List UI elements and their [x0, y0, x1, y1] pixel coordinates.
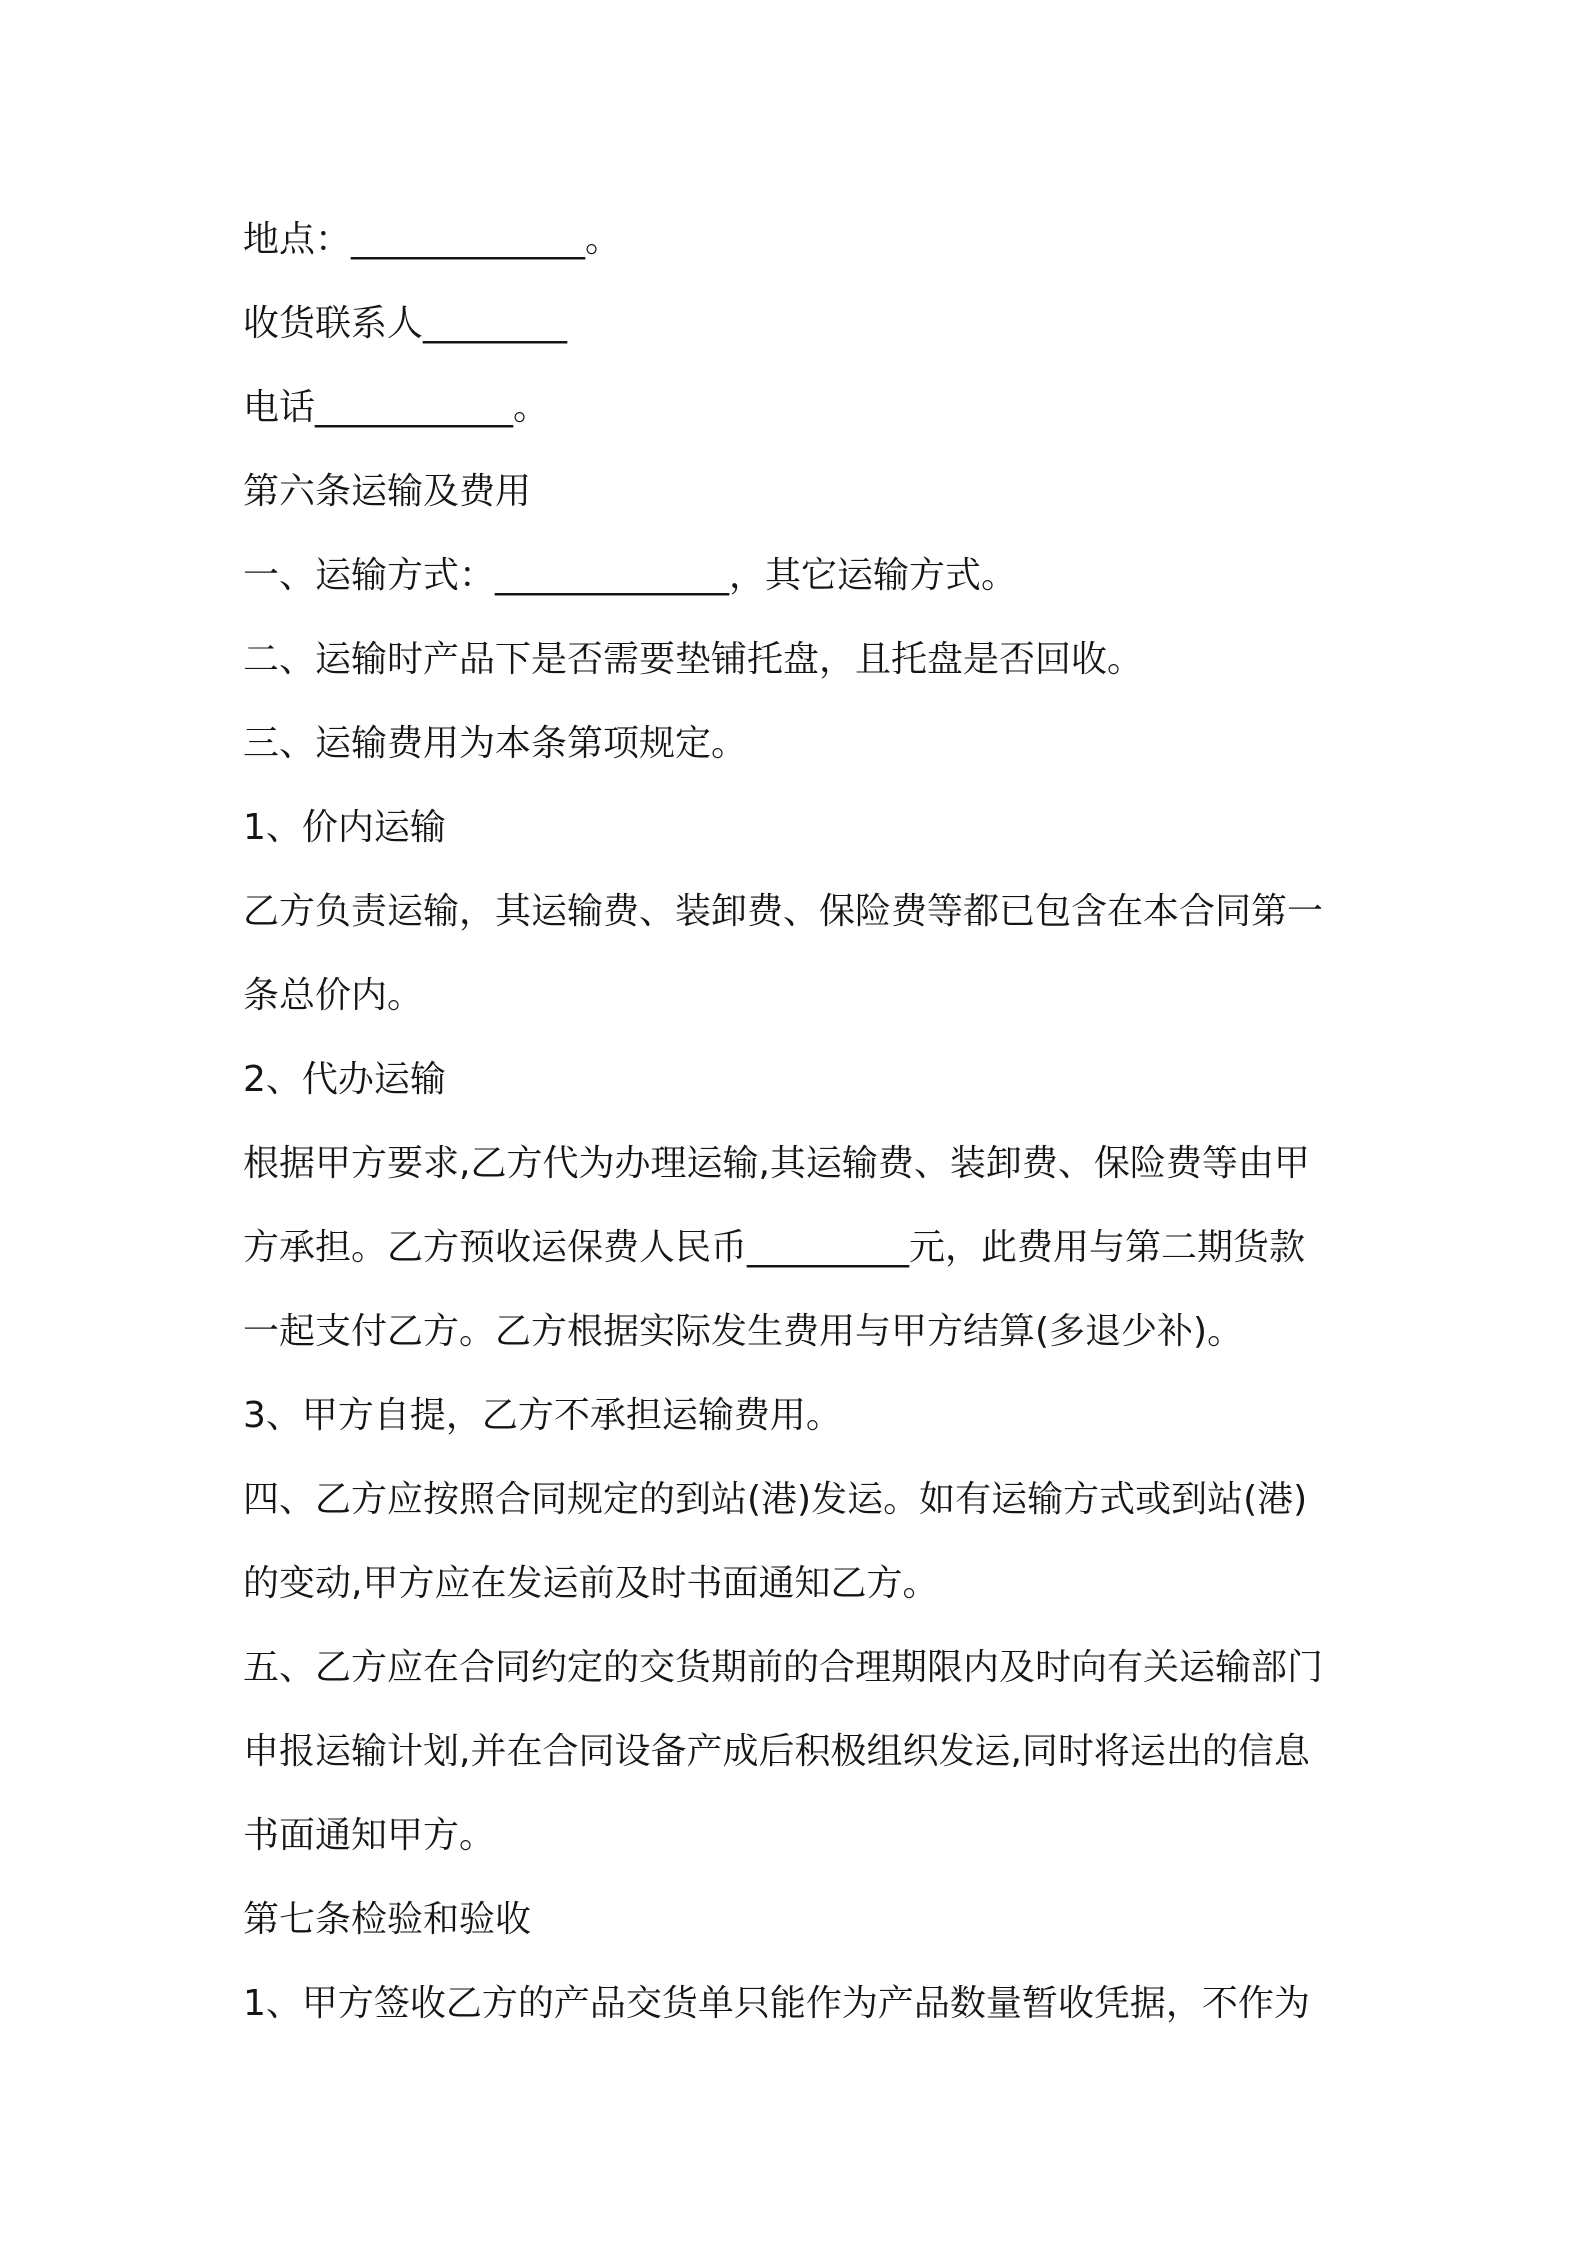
clause-2-text-2: 方承担。乙方预收运保费人民币_________元，此费用与第二期货款 [243, 1227, 1306, 1268]
clause-2-text-3: 一起支付乙方。乙方根据实际发生费用与甲方结算(多退少补)。 [243, 1311, 1244, 1352]
article-six-heading: 第六条运输及费用 [243, 471, 532, 512]
item-four-text-1: 四、乙方应按照合同规定的到站(港)发运。如有运输方式或到站(港) [243, 1479, 1308, 1520]
pallet-line: 二、运输时产品下是否需要垫铺托盘，且托盘是否回收。 [243, 639, 1144, 680]
phone-line: 电话___________。 [243, 387, 550, 428]
clause-2-heading: 2、代办运输 [243, 1059, 446, 1100]
delivery-location-line: 地点：_____________。 [243, 219, 622, 260]
clause-3-line: 3、甲方自提，乙方不承担运输费用。 [243, 1395, 842, 1436]
article-seven-heading: 第七条检验和验收 [243, 1899, 532, 1940]
transport-method-line: 一、运输方式：_____________，其它运输方式。 [243, 555, 1018, 596]
clause-1-text-1: 乙方负责运输，其运输费、装卸费、保险费等都已包含在本合同第一 [243, 891, 1324, 932]
item-five-text-1: 五、乙方应在合同约定的交货期前的合理期限内及时向有关运输部门 [243, 1647, 1324, 1688]
item-five-text-3: 书面通知甲方。 [243, 1815, 496, 1856]
clause-2-text-1: 根据甲方要求,乙方代为办理运输,其运输费、装卸费、保险费等由甲 [243, 1143, 1310, 1184]
document-body [243, 198, 1363, 2046]
transport-cost-line: 三、运输费用为本条第项规定。 [243, 723, 748, 764]
inspection-clause-1-text: 1、甲方签收乙方的产品交货单只能作为产品数量暂收凭据，不作为 [243, 1983, 1310, 2024]
item-five-text-2: 申报运输计划,并在合同设备产成后积极组织发运,同时将运出的信息 [243, 1731, 1310, 1772]
clause-1-heading: 1、价内运输 [243, 807, 446, 848]
item-four-text-2: 的变动,甲方应在发运前及时书面通知乙方。 [243, 1563, 939, 1604]
consignee-contact-line: 收货联系人________ [243, 303, 568, 344]
clause-1-text-2: 条总价内。 [243, 975, 424, 1016]
